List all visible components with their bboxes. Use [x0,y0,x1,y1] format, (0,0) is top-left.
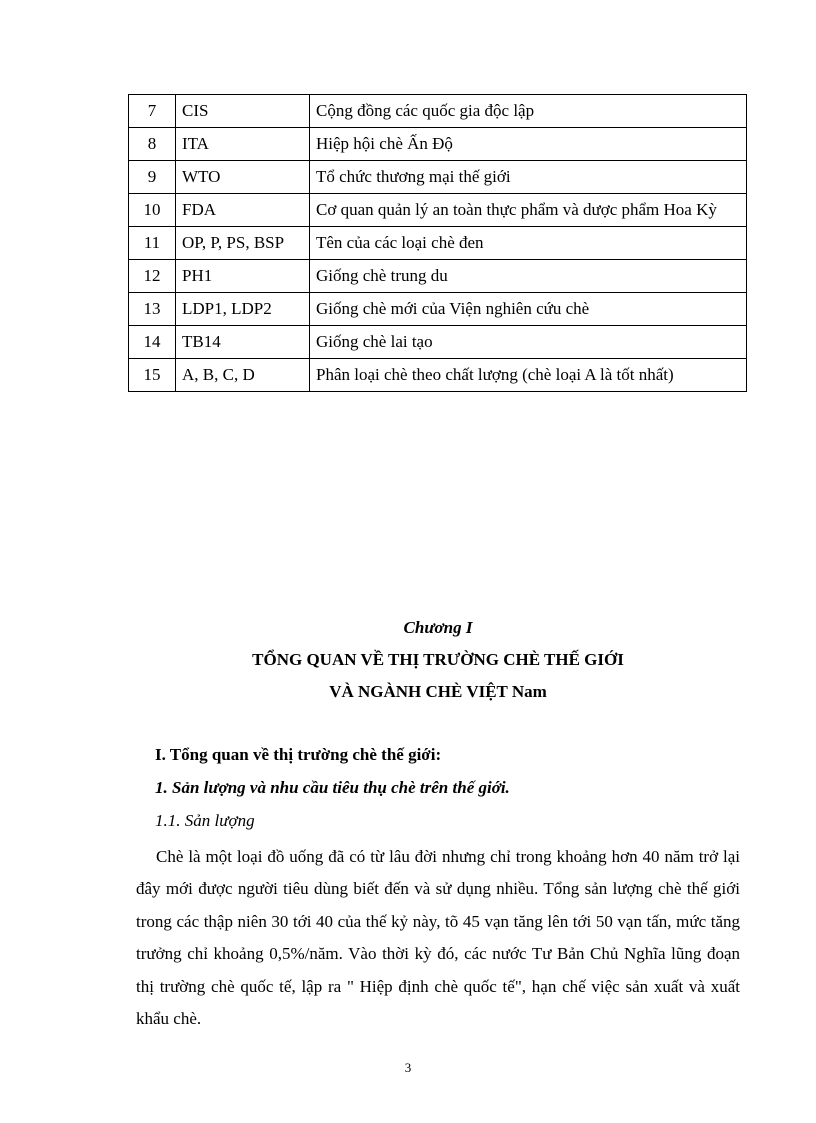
meaning-cell: Tổ chức thương mại thế giới [310,161,747,194]
section-heading-1: I. Tổng quan về thị trường chè thế giới: [155,745,442,764]
table-row [129,95,747,128]
row-number-cell: 14 [129,326,176,359]
row-number-cell: 7 [129,95,176,128]
table-row [129,194,747,227]
table-row [129,359,747,392]
chapter-title-line2: VÀ NGÀNH CHÈ VIỆT Nam [329,682,547,701]
abbreviation-cell: A, B, C, D [176,359,310,392]
table-row [129,326,747,359]
abbreviation-cell: CIS [176,95,310,128]
table-row [129,227,747,260]
table-row [129,161,747,194]
meaning-cell: Giống chè mới của Viện nghiên cứu chè [310,293,747,326]
row-number-cell: 11 [129,227,176,260]
abbreviation-cell: TB14 [176,326,310,359]
meaning-cell: Phân loại chè theo chất lượng (chè loại A là tốt nhất) [310,359,747,392]
meaning-cell: Tên của các loại chè đen [310,227,747,260]
abbreviation-cell: OP, P, PS, BSP [176,227,310,260]
section-heading-1-1: 1. Sản lượng và nhu cầu tiêu thụ chè trên thế giới. [155,778,510,797]
body-paragraph: Chè là một loại đồ uống đã có từ lâu đời nhưng chỉ trong khoảng hơn 40 năm trở lại đây mới được người tiêu dùng biết đến và sử dụng nhiều. Tổng sản lượng chè thế giới trong các thập niên 30 tới 40 của thế kỷ này, tõ 45 vạn tăng lên tới 50 vạn tấn, mức tăng trưởng chỉ khoảng 0,5%/năm. Vào thời kỳ đó, các nước Tư Bản Chủ Nghĩa lũng đoạn thị trường chè quốc tế, lập ra " Hiệp định chè quốc tế", hạn chế việc sản xuất và xuất khẩu chè. [136,847,740,1029]
abbreviation-cell: FDA [176,194,310,227]
abbreviation-cell: PH1 [176,260,310,293]
meaning-cell: Giống chè trung du [310,260,747,293]
section-heading-1-1-1: 1.1. Sản lượng [155,811,255,830]
table-row [129,128,747,161]
abbreviation-cell: ITA [176,128,310,161]
abbreviation-table-body [129,95,747,392]
row-number-cell: 12 [129,260,176,293]
meaning-cell: Hiệp hội chè Ấn Độ [310,128,747,161]
meaning-cell: Cộng đồng các quốc gia độc lập [310,95,747,128]
abbreviation-cell: WTO [176,161,310,194]
row-number-cell: 10 [129,194,176,227]
chapter-label: Chương I [403,618,473,637]
page-number: 3 [404,1060,412,1075]
row-number-cell: 8 [129,128,176,161]
abbreviation-table [128,94,747,392]
meaning-cell: Cơ quan quản lý an toàn thực phẩm và dược phẩm Hoa Kỳ [310,194,747,227]
meaning-cell: Giống chè lai tạo [310,326,747,359]
table-row [129,293,747,326]
abbreviation-cell: LDP1, LDP2 [176,293,310,326]
row-number-cell: 9 [129,161,176,194]
table-row [129,260,747,293]
chapter-title-line1: TỔNG QUAN VỀ THỊ TRƯỜNG CHÈ THẾ GIỚI [252,650,624,669]
row-number-cell: 15 [129,359,176,392]
row-number-cell: 13 [129,293,176,326]
